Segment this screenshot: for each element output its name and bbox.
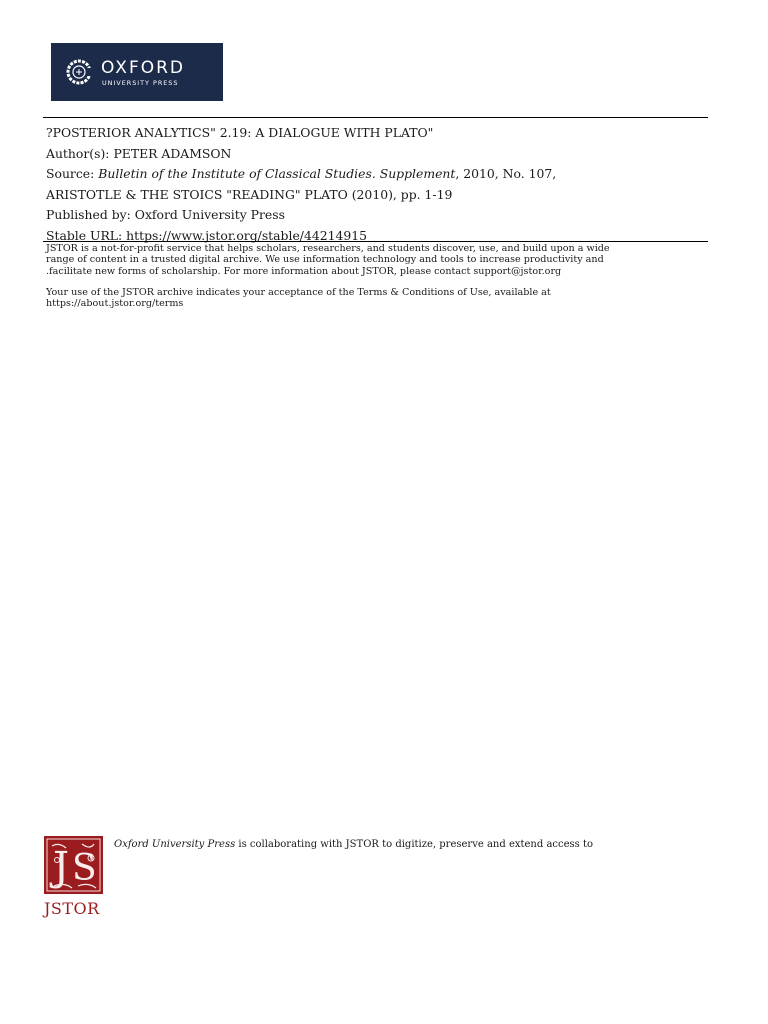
published-by-line <box>46 205 708 226</box>
top-divider <box>43 117 708 118</box>
about-text-line-3: .facilitate new forms of scholarship. For more information about JSTOR, please contact support@jstor.org <box>46 265 562 277</box>
authors-line <box>46 144 708 165</box>
source-journal: Bulletin of the Institute of Classical Studies. Supplement <box>98 166 456 182</box>
source-line <box>46 164 708 185</box>
authors-label: Author(s): <box>46 145 110 161</box>
terms-url-link[interactable]: https://about.jstor.org/terms <box>46 298 184 310</box>
svg-text:J: J <box>53 844 70 890</box>
collaboration-text: is collaborating with JSTOR to digitize, preserve and extend access to <box>235 839 594 850</box>
oxford-university-press-logo <box>51 43 223 101</box>
jstor-about-notice <box>46 243 706 277</box>
oxford-seal-icon <box>64 57 94 87</box>
citation-block <box>46 123 708 247</box>
source-volume-line: ARISTOTLE & THE STOICS "READING" PLATO (2010), pp. 1-19 <box>46 186 453 202</box>
jstor-wordmark: JSTOR <box>44 899 100 918</box>
metadata-divider <box>43 241 708 242</box>
stable-url-label: Stable URL: <box>46 227 123 243</box>
about-text-line-2: range of content in a trusted digital archive. We use information technology and tools to increase productivity and <box>46 254 604 266</box>
publisher-value: Oxford University Press <box>134 207 285 223</box>
collaborator-name: Oxford University Press <box>114 839 236 850</box>
jstor-emblem-icon <box>44 836 103 894</box>
article-title: ?POSTERIOR ANALYTICS" 2.19: A DIALOGUE WITH PLATO" <box>46 125 434 140</box>
terms-notice <box>46 287 706 310</box>
logo-subtitle: UNIVERSITY PRESS <box>102 79 179 87</box>
authors-value: PETER ADAMSON <box>113 145 232 161</box>
jstor-logo <box>44 836 104 920</box>
source-label: Source: <box>46 166 95 182</box>
stable-url-link[interactable]: https://www.jstor.org/stable/44214915 <box>126 227 368 243</box>
logo-name: OXFORD <box>101 58 186 78</box>
collaboration-statement <box>114 838 734 851</box>
svg-text:S: S <box>72 848 97 889</box>
terms-text-line-1: Your use of the JSTOR archive indicates your acceptance of the Terms & Conditions of Use, available at <box>46 287 551 298</box>
about-text-line-1: JSTOR is a not-for-profit service that helps scholars, researchers, and students discover, use, and build upon a wide <box>46 243 610 254</box>
published-label: Published by: <box>46 207 131 223</box>
source-details: , 2010, No. 107, <box>455 166 557 182</box>
